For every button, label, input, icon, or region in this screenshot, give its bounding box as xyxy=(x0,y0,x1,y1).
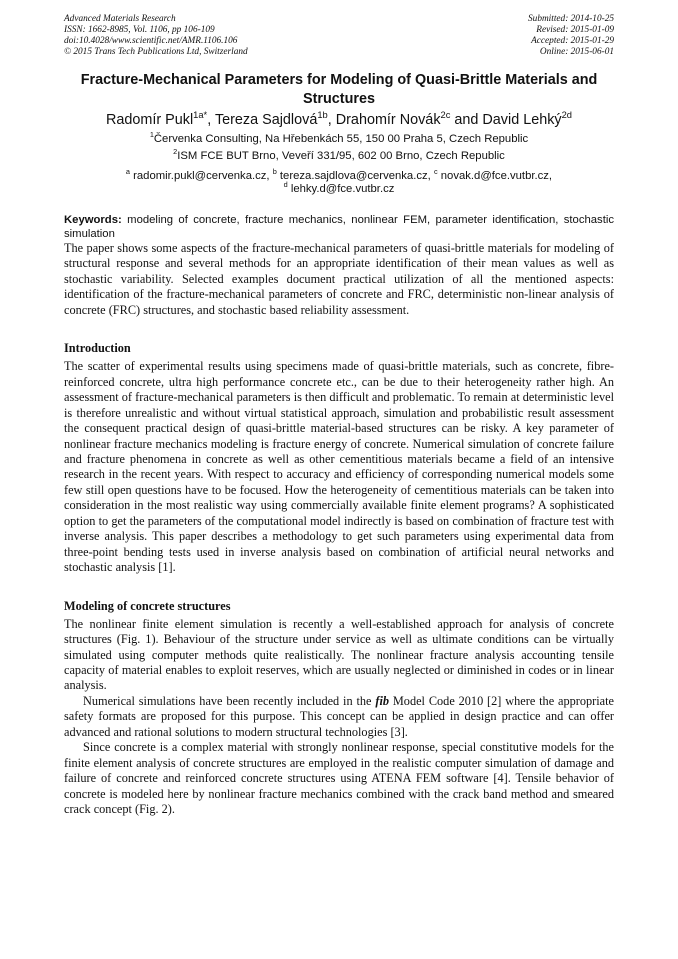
email-sup: a xyxy=(125,167,130,177)
journal-name: Advanced Materials Research xyxy=(64,14,176,24)
author-sup: 1b xyxy=(317,110,328,121)
keywords xyxy=(64,214,614,241)
email-sup: b xyxy=(272,167,277,177)
email-link[interactable]: radomir.pukl@cervenka.cz, xyxy=(133,170,270,182)
paragraph-text: Numerical simulations have been recently included in the xyxy=(83,693,376,708)
keywords-text: modeling of concrete, fracture mechanics, nonlinear FEM, parameter identification, stochastic simulation xyxy=(64,214,614,240)
author-list xyxy=(64,110,614,130)
modeling-paragraph-2 xyxy=(64,694,614,740)
author-name: Radomír Pukl xyxy=(105,112,194,128)
email-sup: d xyxy=(283,180,288,190)
author-separator: , xyxy=(207,112,215,128)
date-submitted: Submitted: 2014-10-25 xyxy=(528,14,614,24)
author-sup: 1a* xyxy=(193,110,208,121)
author-and: and xyxy=(450,112,483,128)
journal-issn: ISSN: 1662-8985, Vol. 1106, pp 106-109 xyxy=(64,25,215,35)
journal-doi: doi:10.4028/www.scientific.net/AMR.1106.106 xyxy=(64,36,238,46)
date-revised: Revised: 2015-01-09 xyxy=(536,25,614,35)
journal-info xyxy=(64,14,248,58)
introduction-paragraph: The scatter of experimental results using specimens made of quasi-brittle materials, such as concrete, fibre-reinforced concrete, ultra high performance concrete etc., can be due to their heterogeneity rather high. An assessment of fracture-mechanical parameters is then difficult and problematic. To remain at deterministic level is therefore unrealistic and without virtual statistical approach, simulation and probabilistic result assessment the consequent practical design of quasi-brittle material-based structures can be risky. A key parameter of nonlinear fracture mechanics modeling is fracture energy of concrete. Numerical simulation of concrete failure and fracture phenomena in concrete as well as other cementitious materials became a field of an intensive research in the recent years. With respect to accuracy and efficiency of corresponding numerical models some few still open questions have to be focused. How the heterogeneity of cementitious materials can be taken into consideration in the most realistic way using commercially available finite element programs? A sophisticated option to get the parameters of the computational model indirectly is based on combination of fracture test with inverse analysis. This paper describes a methodology to get such parameters using experimental data from three-point bending tests used in inverse analysis based on combination of artificial neural networks and stochastic analysis [1]. xyxy=(64,359,614,575)
journal-dates xyxy=(528,14,614,58)
affiliation-text: ISM FCE BUT Brno, Veveří 331/95, 602 00 Brno, Czech Republic xyxy=(177,150,505,162)
date-accepted: Accepted: 2015-01-29 xyxy=(531,36,614,46)
journal-copyright: © 2015 Trans Tech Publications Ltd, Switzerland xyxy=(64,47,248,57)
author-separator: , xyxy=(327,112,336,128)
affiliation-sup: 1 xyxy=(149,130,154,140)
section-heading-modeling: Modeling of concrete structures xyxy=(64,598,231,613)
author-sup: 2c xyxy=(440,110,451,121)
abstract: The paper shows some aspects of the fracture-mechanical parameters of quasi-brittle materials for modeling of structural response and several methods for an appropriate identification of their mean values as well as stochastic variability. Selected examples document practical utilization of all the mentioned aspects: identification of the fracture-mechanical parameters of concrete and FRC, deterministic non-linear analysis of concrete (FRC) structures, and stochastic based reliability assessment. xyxy=(64,241,614,317)
affiliation-1 xyxy=(64,130,614,146)
author-sup: 2d xyxy=(561,110,573,121)
email-list xyxy=(64,167,614,196)
paper-page xyxy=(64,14,614,818)
journal-header xyxy=(64,14,614,58)
modeling-paragraph-1: The nonlinear finite element simulation is recently a well-established approach for analysis of concrete structures (Fig. 1). Behaviour of the structure under service as well as ultimate conditions can be virtually simulated using computer methods quite realistically. The nonlinear fracture analysis accounting tensile capacity of material enables to exploit reserves, which are usually neglected or diminished in codes or in linear analysis. xyxy=(64,616,614,693)
email-link[interactable]: lehky.d@fce.vutbr.cz xyxy=(290,183,395,195)
author-name: Drahomír Novák xyxy=(335,112,441,128)
email-sup: c xyxy=(433,167,438,177)
author-name: David Lehký xyxy=(482,112,562,128)
affiliation-text: Červenka Consulting, Na Hřebenkách 55, 150 00 Praha 5, Czech Republic xyxy=(153,133,529,145)
affiliation-sup: 2 xyxy=(173,147,178,157)
author-name: Tereza Sajdlová xyxy=(214,112,318,128)
email-link[interactable]: novak.d@fce.vutbr.cz, xyxy=(440,170,553,182)
email-link[interactable]: tereza.sajdlova@cervenka.cz, xyxy=(279,170,431,182)
affiliation-2 xyxy=(64,147,614,163)
keywords-label: Keywords: xyxy=(64,214,122,226)
section-heading-introduction: Introduction xyxy=(64,341,131,356)
fib-term: fib xyxy=(375,693,390,708)
modeling-paragraph-3: Since concrete is a complex material with strongly nonlinear response, special constitutive models for the finite element analysis of concrete structures are employed in the realistic computer simulation of damage and failure of concrete and reinforced concrete structures using ATENA FEM software [4]. Tensile behavior of concrete is modeled here by nonlinear fracture mechanics combined with the crack band method and smeared crack concept (Fig. 2). xyxy=(64,740,614,817)
date-online: Online: 2015-06-01 xyxy=(539,47,614,57)
paper-title: Fracture-Mechanical Parameters for Modeling of Quasi-Brittle Materials and Structures xyxy=(80,72,598,107)
paragraph-text: Model Code 2010 [2] where the appropriate safety formats are proposed for this purpose. This concept can be applied in design practice and can offer advanced and rational solutions to modern structural technologies [3]. xyxy=(64,693,614,739)
